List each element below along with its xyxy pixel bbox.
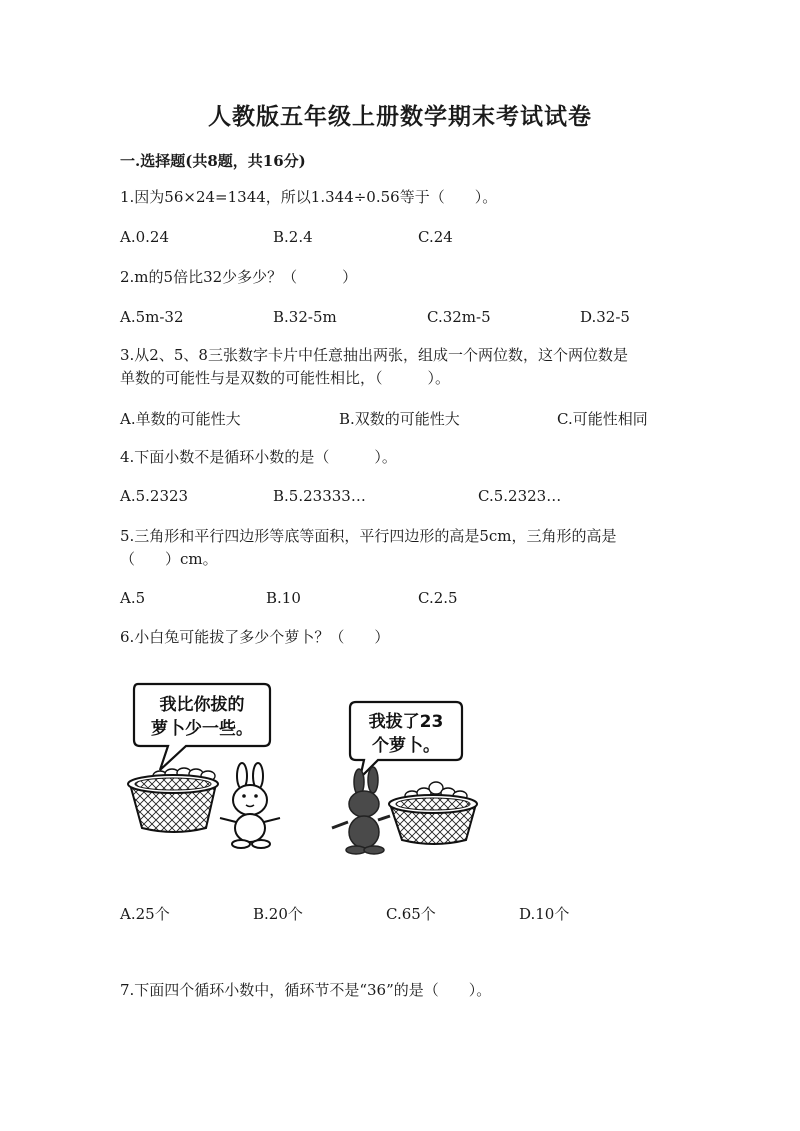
option-5b: B.10: [266, 589, 301, 607]
option-6a: A.25个: [120, 905, 170, 923]
option-1c: C.24: [418, 228, 453, 246]
bubble-left-line-2: 萝卜少一些。: [151, 719, 253, 739]
option-6d: D.10个: [519, 905, 570, 923]
rabbit-scene-svg: [120, 672, 480, 862]
question-4: 4.下面小数不是循环小数的是（ ）。: [120, 448, 397, 466]
basket-right-icon: [389, 782, 477, 844]
option-3a: A.单数的可能性大: [120, 410, 241, 428]
question-5-line-2: （ ）cm。: [120, 550, 218, 568]
section-heading: 一.选择题(共8题，共16分): [120, 152, 306, 170]
option-5a: A.5: [120, 589, 146, 607]
question-6: 6.小白兔可能拔了多少个萝卜？（ ）: [120, 628, 390, 646]
option-1a: A.0.24: [120, 228, 169, 246]
question-3-line-2: 单数的可能性与是双数的可能性相比，（ ）。: [120, 369, 451, 387]
bubble-right-line-2: 个萝卜。: [372, 736, 440, 756]
question-1: 1.因为56×24=1344，所以1.344÷0.56等于（ ）。: [120, 188, 498, 206]
option-3c: C.可能性相同: [557, 410, 648, 428]
option-1b: B.2.4: [273, 228, 313, 246]
question-3-line-1: 3.从2、5、8三张数字卡片中任意抽出两张，组成一个两位数，这个两位数是: [120, 346, 628, 364]
question-2: 2.m的5倍比32少多少？（ ）: [120, 268, 358, 286]
option-2a: A.5m-32: [120, 308, 184, 326]
grey-rabbit-icon: [332, 767, 390, 854]
question-5-line-1: 5.三角形和平行四边形等底等面积，平行四边形的高是5cm，三角形的高是: [120, 527, 617, 545]
speech-bubble-right: [350, 702, 462, 778]
option-2d: D.32-5: [580, 308, 630, 326]
option-5c: C.2.5: [418, 589, 458, 607]
rabbit-illustration: [120, 672, 480, 862]
bubble-left-line-1: 我比你拔的: [159, 695, 245, 715]
option-6b: B.20个: [253, 905, 303, 923]
option-2b: B.32-5m: [273, 308, 337, 326]
option-4a: A.5.2323: [120, 487, 189, 505]
white-rabbit-icon: [220, 763, 280, 848]
option-4c: C.5.2323…: [478, 487, 562, 505]
option-4b: B.5.23333…: [273, 487, 366, 505]
bubble-right-line-1: 我拔了23: [368, 712, 444, 732]
speech-bubble-left: [134, 684, 270, 770]
question-7: 7.下面四个循环小数中，循环节不是“36”的是（ ）。: [120, 981, 492, 999]
basket-left-icon: [128, 768, 218, 832]
option-2c: C.32m-5: [427, 308, 491, 326]
page-title: 人教版五年级上册数学期末考试试卷: [208, 103, 592, 130]
option-3b: B.双数的可能性大: [339, 410, 460, 428]
option-6c: C.65个: [386, 905, 436, 923]
